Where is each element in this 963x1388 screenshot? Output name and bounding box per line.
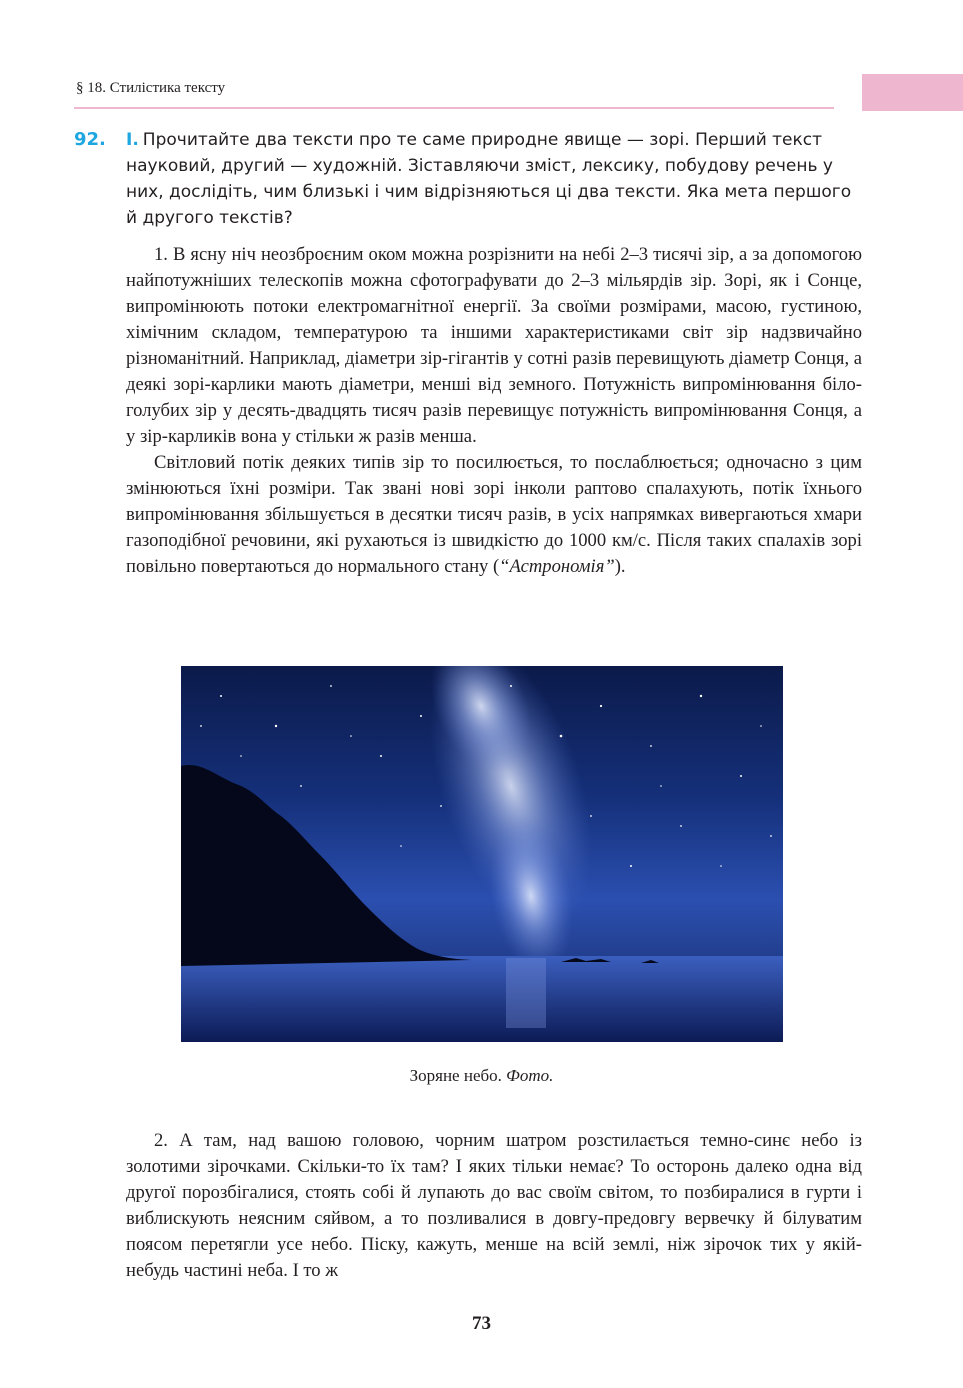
treeline-silhouette [181, 765, 471, 966]
source-reference: “Астрономія” [499, 556, 615, 577]
task-instructions [126, 127, 864, 231]
paragraph-end: ). [614, 556, 626, 577]
page-number: 73 [472, 1313, 491, 1334]
task-block [74, 127, 864, 231]
milky-way [398, 666, 624, 982]
section-tab [862, 74, 963, 111]
task-part-label: І. [126, 130, 139, 150]
photo-caption [0, 1066, 963, 1086]
scientific-paragraph-2 [126, 450, 862, 580]
artistic-text [126, 1128, 862, 1284]
task-text: Прочитайте два тексти про те саме природне явище — зорі. Перший текст науковий, другий — художній. Зіставляючи зміст, лексику, побудову речень у них, дослідіть, чим близькі і чим відрізняються ці два тексти. Яка мета першого й другого текстів? [126, 130, 852, 228]
caption-type: Фото. [506, 1066, 554, 1085]
running-head: § 18. Стилістика тексту [76, 80, 226, 96]
starry-sky-photo [181, 666, 783, 1042]
scientific-text [126, 242, 862, 580]
task-number: 92. [74, 129, 106, 150]
water-reflection [506, 958, 546, 1028]
starry-sky-illustration [181, 666, 783, 1042]
artistic-paragraph-1: 2. А там, над вашою головою, чорним шатром розстилається темно-синє небо із золотими зірочками. Скільки-то їх там? І яких тільки немає? То осторонь далеко одна від другої порозбігалися, стоять собі й лупають до вас своїм світом, то позбиралися в гурти і виблискують неясним сяйвом, а то позливалися в довгу-предовгу вервечку й білуватим поясом перетягли усе небо. Піску, кажуть, менше на всій землі, ніж зірочок тих у якій-небудь частині неба. І то ж [126, 1130, 862, 1281]
scientific-paragraph-1: 1. В ясну ніч неозброєним оком можна розрізнити на небі 2–3 тисячі зір, а за допомогою найпотужніших телескопів можна сфотографувати до 2–3 мільярдів зір. Зорі, як і Сонце, випромінюють потоки електромагнітної енергії. За своїми розмірами, масою, густиною, хімічним складом, температурою та іншими характеристиками світ зір надзвичайно різноманітний. Наприклад, діаметри зір-гігантів у сотні разів перевищують діаметр Сонця, а деякі зорі-карлики мають діаметри, менші від земного. Потужність випромінювання біло-голубих зір у десять-двадцять тисяч разів перевищує потужність випромінювання Сонця, а у зір-карликів вона у стільки ж разів менша. [126, 244, 862, 447]
header-divider [74, 107, 834, 109]
caption-text: Зоряне небо. [409, 1066, 507, 1085]
water [181, 956, 783, 1042]
paragraph-text: Світловий потік деяких типів зір то посилюється, то послаблюється; одночасно з цим змінюються їхні розміри. Так звані нові зорі інколи раптово спалахують, потік їхнього випромінювання збільшується в десятки тисяч разів, в усіх напрямках вивергаються хмари газоподібної речовини, які рухаються із швидкістю до 1000 км/с. Після таких спалахів зорі повільно повертаються до нормального стану ( [126, 452, 862, 577]
